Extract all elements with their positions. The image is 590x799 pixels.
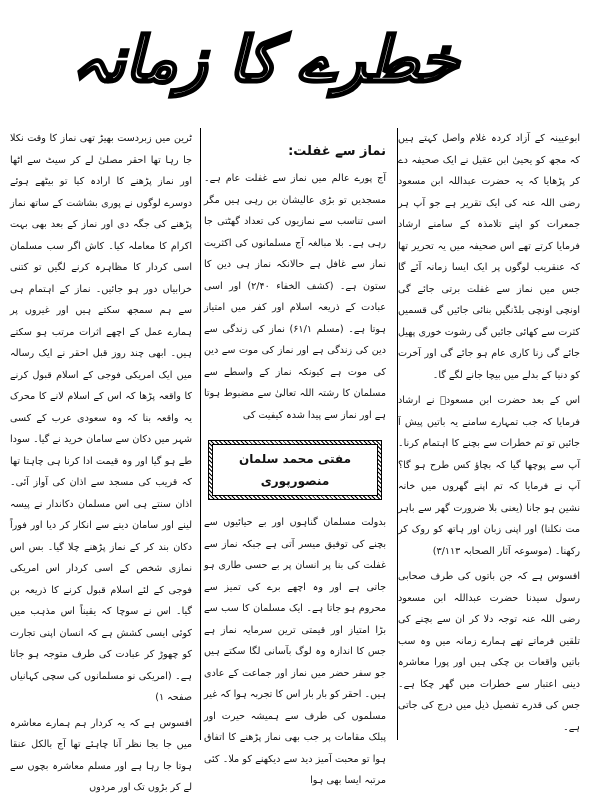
section-heading: نماز سے غفلت:: [288, 144, 386, 159]
paragraph: ٹرین میں زبردست بھیڑ تھی نماز کا وقت نکلا جا رہا تھا احقر مصلیٰ لے کر سیٹ سے اٹھا اور نماز پڑھنے کا ارادہ کیا تو بیٹھے ہوئے دوسرے لوگوں نے پوری بشاشت کے ساتھ نماز پڑھنے کی جگہ دی اور نماز کے بعد بھی بہت اکرام کا معاملہ کیا۔ کاش اگر سب مسلمان اسی کردار کا مظاہرہ کرنے لگیں تو کتنی خرابیاں دور ہو جائیں۔ نماز کے اہتمام ہی سے ہم سمجھ سکتے ہیں اور غیروں پر ہمارے عمل کے اچھے اثرات مرتب ہو سکتے ہیں۔ ابھی چند روز قبل احقر نے ایک رسالہ میں ایک امریکی فوجی کے اسلام قبول کرنے کا واقعہ پڑھا کہ اس کے اسلام لانے کا محرک یہ واقعہ بنا کہ وہ سعودی عرب کے کسی شہر میں دکان سے سامان خرید نے گیا۔ سودا طے ہو گیا اور وہ قیمت ادا کرنا ہی چاہتا تھا کہ قریب کی مسجد سے اذان کی آواز آئی۔ اذان سنتے ہی اس مسلمان دکاندار نے پیسہ لینے اور سامان دینے سے انکار کر دیا اور فوراً دکان بند کر کے نماز پڑھنے چلا گیا۔ بس اس نمازی شخص کے اسی کردار اس امریکی فوجی کے لئے اسلام قبول کرنے کا ذریعہ بن گیا۔ اس نے سوچا کہ یقیناً اس مذہب میں کوئی ایسی کشش ہے کہ انسان اپنی تجارت کو چھوڑ کر عبادت کی طرف متوجہ ہو جاتا ہے۔ (امریکی نو مسلمانوں کی سچی کہانیاں صفحہ ۱): [10, 133, 192, 703]
right-column: [398, 128, 580, 743]
title-banner: [40, 6, 490, 114]
page-title: خطرے کا زمانہ: [71, 23, 459, 96]
middle-column: [204, 128, 386, 786]
paragraph: افسوس ہے کہ یہ کردار ہم ہمارے معاشرہ میں جا بجا نظر آنا چاہئے تھا آج بالکل عنقا ہوتا جا رہا ہے اور مسلم معاشرہ بچوں سے لے کر بڑوں تک اور مردوں: [10, 717, 192, 793]
left-column: [10, 128, 192, 793]
article-columns: [10, 128, 580, 793]
title-calligraphy: [71, 23, 459, 96]
author-byline-box: [208, 440, 382, 500]
paragraph: اس کے بعد حضرت ابن مسعودؓ نے ارشاد فرمایا کہ جب تمہارے سامنے یہ باتیں پیش آ جائیں تو تم خطرات سے بچنے کا اہتمام کرنا۔ آپ سے پوچھا گیا کہ بچاؤ کس طرح ہو گا؟ آپ نے فرمایا کہ تم اپنے گھروں میں خانہ نشین ہو جانا (یعنی بلا ضرورت گھر سے باہر مت نکلنا) اور اپنی زبان اور ہاتھ کو روک کر رکھنا۔ (موسوعہ آثار الصحابہ ۳/۱۱۳): [398, 395, 580, 557]
paragraph: ابوعیینہ کے آزاد کردہ غلام واصل کہتے ہیں کہ مجھ کو یحییٰ ابن عقیل نے ایک صحیفہ دے کر پڑھایا کہ یہ حضرت عبداللہ ابن مسعود رضی اللہ عنہ کی ایک تقریر ہے جو آپ ہر جمعرات کو اپنے تلامذہ کے سامنے ارشاد فرمایا کرتے تھے اس صحیفہ میں یہ تحریر تھا کہ عنقریب لوگوں پر ایک ایسا زمانہ آئے گا جس میں نماز سے غفلت برتی جائے گی اونچی اونچی بلڈنگیں بنائی جائیں گی قسمیں کثرت سے کھائی جائیں گی رشوت خوری پھیل جائے گی زنا کاری عام ہو جائے گی اور آخرت کو دنیا کے بدلے میں بیچا جانے لگے گا۔: [398, 133, 580, 381]
paragraph: آج پورے عالم میں نماز سے غفلت عام ہے۔ مسجدیں تو بڑی عالیشان بن رہی ہیں مگر اسی تناسب سے نمازیوں کی تعداد گھٹتی جا رہی ہے۔ بلا مبالغہ آج مسلمانوں کی اکثریت نماز سے غافل ہے حالانکہ نماز ہی دین کا ستون ہے۔ (کشف الخفاء ۲/۴۰) اور اسی عبادت کے ذریعہ اسلام اور کفر میں امتیاز ہوتا ہے۔ (مسلم ۶۱/۱) نماز کی زندگی سے دین کی زندگی ہے اور نماز کی موت سے دین کی موت ہے کیونکہ نماز کے واسطے سے مسلمان کا رشتہ اللہ تعالیٰ سے مضبوط ہوتا ہے اور نماز سے پیدا شدہ کیفیت کی: [204, 173, 386, 421]
paragraph: افسوس ہے کہ جن باتوں کی طرف صحابی رسول سیدنا حضرت عبداللہ ابن مسعود رضی اللہ عنہ توجہ دلا کر ان سے بچنے کی تلقین فرماتے تھے ہمارے زمانہ میں وہ سب باتیں واقعات بن چکی ہیں اور پورا معاشرہ دینی اعتبار سے خطرات میں گھر چکا ہے۔ جس کی قدرے تفصیل ذیل میں درج کی جاتی ہے۔: [398, 571, 580, 733]
author-name: مفتی محمد سلمان منصورپوری: [212, 444, 378, 496]
paragraph: بدولت مسلمان گناہوں اور بے حیائیوں سے بچنے کی توفیق میسر آتی ہے جبکہ نماز سے غفلت کی بنا پر انسان پر بے حسی طاری ہو جاتی ہے اور وہ اچھے برے کی تمیز سے محروم ہو جاتا ہے۔ ایک مسلمان کا سب سے بڑا امتیاز اور قیمتی ترین سرمایہ نماز ہے جس کا اندازہ وہ لوگ بآسانی لگا سکتے ہیں جو سفر حضر میں نماز اور جماعت کے عادی ہیں۔ احقر کو بار بار اس کا تجربہ ہوا کہ غیر مسلموں کی طرف سے ہمیشہ حیرت اور پبلک مقامات پر جب بھی نماز پڑھنے کا اتفاق ہوا تو محبت آمیز دید سے دیکھنے کو ملا۔ کئی مرتبہ ایسا بھی ہوا: [204, 517, 386, 786]
